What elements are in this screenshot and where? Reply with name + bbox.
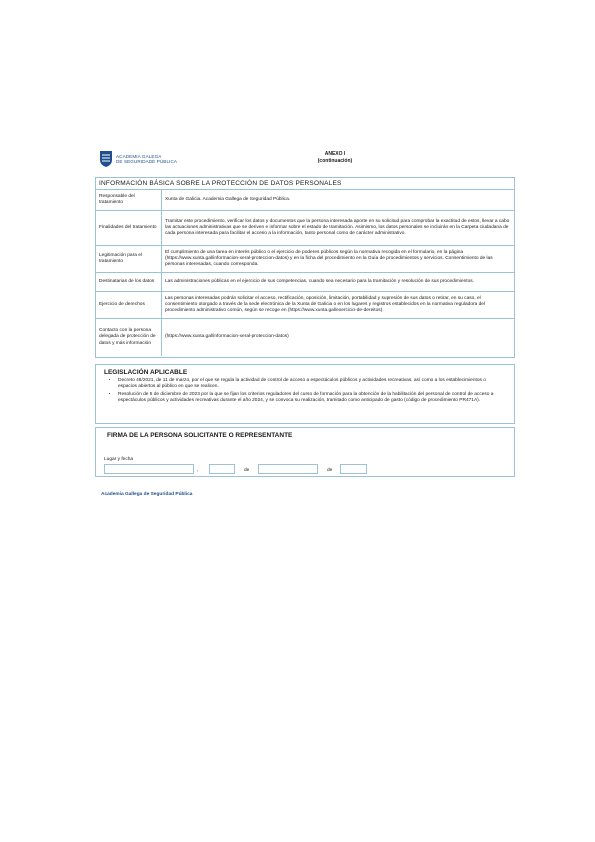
row-label: Contacto con la persona delegada de protección de datos y más información xyxy=(96,319,162,356)
legislation-item: • Resolución de 5 de diciembre de 2023 por la que se fijan los criterios reguladores del curso de formación para la obtención de la habilitación del personal de control de acceso a espectáculos públicos y actividades recreativas durante el año 2024, y se convoca su realización, tramitado como anticipado de gasto (código de procedimiento PR471A). xyxy=(118,392,506,405)
annex-heading xyxy=(300,151,370,164)
row-label: Ejercicio de derechos xyxy=(96,292,162,318)
logo-text xyxy=(116,154,177,164)
data-protection-table xyxy=(95,177,515,358)
row-label: Finalidades del tratamiento xyxy=(96,211,162,245)
annex-subtitle: (continuación) xyxy=(317,157,353,164)
annex-title: ANEXO I xyxy=(324,151,346,157)
legislation-item: • Decreto 48/2021, de 11 de marzo, por el que se regula la actividad de control de acceso a espectáculos públicos y actividades recreativas, así como a los establecimientos o espacios abiertos al público en que se realicen. xyxy=(118,378,506,391)
signature-title: FIRMA DE LA PERSONA SOLICITANTE O REPRESENTANTE xyxy=(107,432,293,439)
table-row xyxy=(96,273,514,292)
row-value: Xunta de Galicia. Academia Gallega de Seguridad Pública. xyxy=(165,196,291,202)
data-protection-title: INFORMACIÓN BÁSICA SOBRE LA PROTECCIÓN DE DATOS PERSONALES xyxy=(96,178,514,190)
table-row xyxy=(96,246,514,273)
row-value: Las personas interesadas podrán solicitar el acceso, rectificación, oposición, limitación, portabilidad y supresión de sus datos o retirar, en su caso, el consentimiento otorgado a través de la sede electrónica de la Xunta de Galicia o en los lugares y registros establecidos en la normativa reguladora del procedimiento administrativo común, según se recoge en (https://www.xunta.gal/exercicio-de-dereitos). xyxy=(165,295,485,314)
table-row xyxy=(96,292,514,319)
agasp-logo xyxy=(99,149,179,169)
row-value: Las administraciones públicas en el ejercicio de sus competencias, cuando sea necesario para la tramitación y resolución de sus procedimientos. xyxy=(165,278,475,284)
de-label-2: de xyxy=(327,468,333,473)
table-row xyxy=(96,190,514,211)
row-label: Responsable del tratamiento xyxy=(96,190,162,210)
row-label: Legitimación para el tratamiento xyxy=(96,246,162,272)
logo-line-1: ACADEMIA GALEGA xyxy=(116,154,162,159)
row-value: Tramitar este procedimiento, verificar los datos y documentos que la persona interesada aporte en su solicitud para comprobar la exactitud de estos, llevar a cabo las actuaciones administrativas que se deriven e informar sobre el estado de tramitación. Asimismo, los datos personales se incluirán en la Carpeta ciudadana de cada persona interesada para facilitar el acceso a la información, tanto personal como de carácter administrativo. xyxy=(165,218,510,237)
year-input[interactable] xyxy=(340,464,367,474)
row-label: Destinatarias de los datos xyxy=(96,273,162,291)
shield-logo-icon xyxy=(99,150,113,168)
footer-text: Academia Gallega de Seguridad Pública xyxy=(101,492,193,497)
place-date-label: Lugar y fecha xyxy=(104,457,134,462)
day-input[interactable] xyxy=(209,464,235,474)
de-label-1: de xyxy=(244,468,250,473)
logo-line-2: DE SEGURIDADE PÚBLICA xyxy=(116,159,178,164)
row-value: El cumplimiento de una tarea en interés público o el ejercicio de poderes públicos según la normativa recogida en el formulario, en la página (https://www.xunta.gal/informacion-xeral-proteccion-datos) y en la ficha del procedimiento en la Guía de procedimientos y servicios. Consentimiento de las personas interesadas, cuando corresponda. xyxy=(165,249,493,268)
legislation-title: LEGISLACIÓN APLICABLE xyxy=(104,369,188,376)
month-input[interactable] xyxy=(258,464,318,474)
legislation-list xyxy=(96,378,514,405)
table-row xyxy=(96,319,514,356)
table-row xyxy=(96,211,514,246)
signature-section xyxy=(95,427,515,477)
row-value: (https://www.xunta.gal/informacion-xeral-proteccion-datos) xyxy=(165,334,289,340)
place-input[interactable] xyxy=(104,464,194,474)
comma-separator: , xyxy=(197,468,199,473)
legislation-section xyxy=(95,364,515,424)
